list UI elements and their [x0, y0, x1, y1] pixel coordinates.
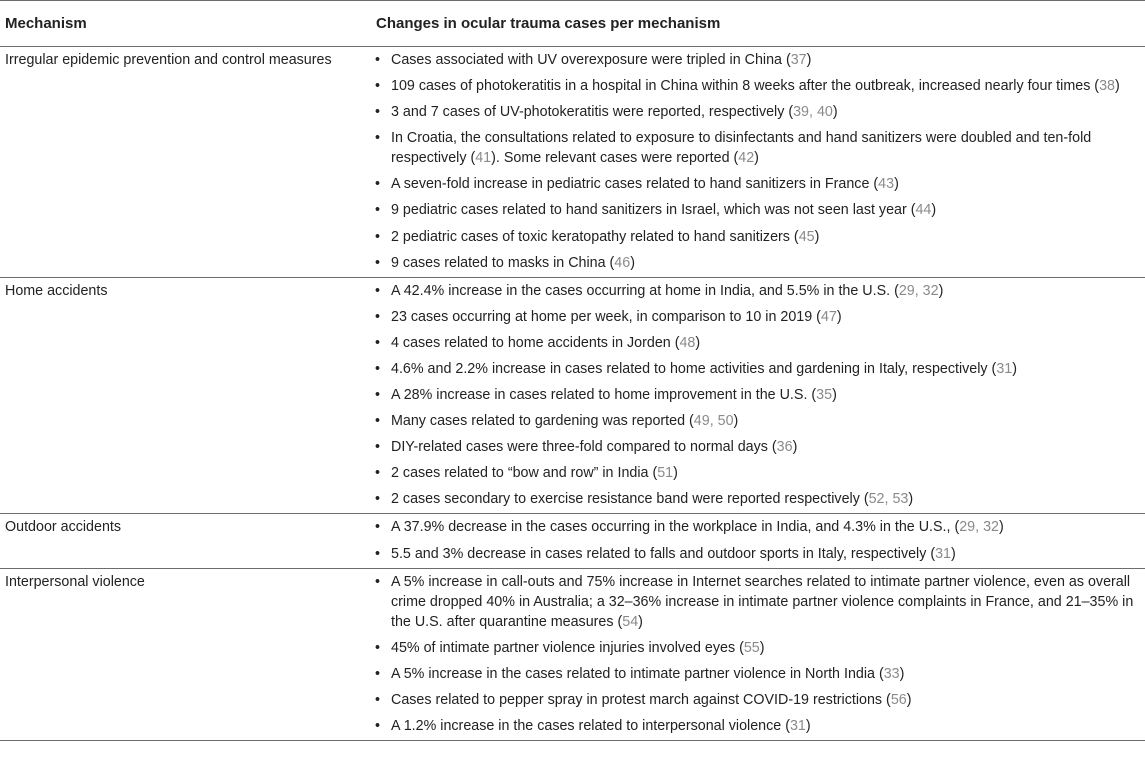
bullet-icon: •	[375, 491, 381, 508]
item-text: A 37.9% decrease in the cases occurring in the workplace in India, and 4.3% in the U.S., (	[391, 519, 960, 536]
item-text-tail: )	[832, 387, 837, 404]
reference-link[interactable]: 42	[738, 150, 755, 167]
table-row	[0, 277, 1145, 514]
item-text: Many cases related to gardening was reported (	[391, 413, 694, 430]
reference-link[interactable]: 31	[996, 360, 1013, 377]
item-text-tail: )	[951, 545, 956, 562]
list-item	[375, 307, 1145, 327]
item-text-tail: )	[998, 519, 1004, 536]
item-text: 23 cases occurring at home per week, in comparison to 10 in 2019 (	[391, 308, 821, 325]
item-text: A 1.2% increase in the cases related to interpersonal violence (	[391, 717, 790, 734]
item-text-tail: )	[1012, 360, 1017, 377]
bullet-icon: •	[375, 439, 381, 456]
bullet-icon: •	[375, 465, 381, 482]
item-text-tail: )	[1114, 78, 1120, 95]
bullet-icon: •	[375, 717, 381, 734]
list-item	[375, 572, 1145, 632]
item-text: 45% of intimate partner violence injuries involved eyes (	[391, 639, 744, 656]
item-text: 3 and 7 cases of UV-photokeratitis were reported, respectively (	[391, 104, 794, 121]
item-text-tail: ). Some relevant cases were reported (	[491, 150, 739, 167]
reference-link[interactable]: 31	[935, 545, 952, 562]
list-item	[375, 200, 1145, 220]
list-item	[375, 437, 1145, 457]
reference-link[interactable]: 43	[878, 176, 895, 193]
item-text-tail: )	[805, 717, 811, 734]
changes-list	[375, 569, 1145, 740]
bullet-icon: •	[375, 176, 381, 193]
list-item	[375, 385, 1145, 405]
mechanism-cell: Irregular epidemic prevention and control measures	[0, 47, 375, 278]
bullet-icon: •	[375, 202, 381, 219]
list-item	[375, 638, 1145, 658]
item-text: 2 cases secondary to exercise resistance band were reported respectively (	[391, 491, 869, 508]
item-text: In Croatia, the consultations related to exposure to disinfectants and hand sanitizers were doubled and ten-fold respectively (	[391, 130, 1092, 167]
item-text: 4 cases related to home accidents in Jorden (	[391, 334, 680, 351]
bullet-icon: •	[375, 254, 381, 271]
list-item	[375, 716, 1145, 736]
bullet-icon: •	[375, 130, 381, 147]
mechanism-cell: Home accidents	[0, 277, 375, 514]
table-header-row	[0, 1, 1145, 47]
item-text-tail: )	[931, 202, 937, 219]
item-text: 4.6% and 2.2% increase in cases related to home activities and gardening in Italy, respectively (	[391, 360, 997, 377]
list-item	[375, 102, 1145, 122]
bullet-icon: •	[375, 573, 381, 590]
changes-cell	[375, 47, 1145, 278]
bullet-icon: •	[375, 413, 381, 430]
bullet-icon: •	[375, 334, 381, 351]
list-item	[375, 174, 1145, 194]
item-text-tail: )	[754, 150, 759, 167]
bullet-icon: •	[375, 104, 381, 121]
reference-link[interactable]: 38	[1099, 78, 1115, 95]
list-item	[375, 76, 1145, 96]
table-row	[0, 514, 1145, 568]
list-item	[375, 489, 1145, 509]
item-text: 2 pediatric cases of toxic keratopathy related to hand sanitizers (	[391, 228, 799, 245]
item-text-tail: )	[814, 228, 820, 245]
bullet-icon: •	[375, 639, 381, 656]
item-text-tail: )	[938, 282, 944, 299]
item-text: 2 cases related to “bow and row” in India (	[391, 465, 658, 482]
item-text-tail: )	[695, 334, 701, 351]
header-mechanism: Mechanism	[0, 1, 375, 47]
list-item	[375, 517, 1145, 537]
reference-link[interactable]: 41	[475, 150, 492, 167]
item-text: 5.5 and 3% decrease in cases related to falls and outdoor sports in Italy, respectively (	[391, 545, 936, 562]
changes-cell	[375, 514, 1145, 568]
table-row	[0, 47, 1145, 278]
list-item	[375, 128, 1145, 168]
item-text-tail: )	[759, 639, 765, 656]
reference-link[interactable]: 51	[657, 465, 674, 482]
bullet-icon: •	[375, 665, 381, 682]
item-text-tail: )	[733, 413, 739, 430]
reference-link[interactable]: 44	[915, 202, 932, 219]
list-item	[375, 411, 1145, 431]
item-text: 109 cases of photokeratitis in a hospital in China within 8 weeks after the outbreak, increased nearly four times (	[391, 78, 1100, 95]
bullet-icon: •	[375, 78, 381, 95]
reference-link[interactable]: 31	[789, 717, 806, 734]
changes-cell	[375, 277, 1145, 514]
list-item	[375, 359, 1145, 379]
reference-link[interactable]: 33	[883, 665, 900, 682]
item-text: DIY-related cases were three-fold compared to normal days (	[391, 439, 777, 456]
bullet-icon: •	[375, 282, 381, 299]
reference-link[interactable]: 56	[890, 691, 907, 708]
table-body	[0, 47, 1145, 741]
item-text: Cases related to pepper spray in protest march against COVID-19 restrictions (	[391, 691, 891, 708]
item-text-tail: )	[792, 439, 798, 456]
reference-link[interactable]: 29, 32	[959, 519, 999, 536]
item-text: 9 cases related to masks in China (	[391, 254, 615, 271]
item-text-tail: )	[630, 254, 635, 271]
reference-link[interactable]: 45	[798, 228, 815, 245]
bullet-icon: •	[375, 545, 381, 562]
reference-link[interactable]: 52, 53	[868, 491, 909, 508]
reference-link[interactable]: 29, 32	[898, 282, 939, 299]
list-item	[375, 227, 1145, 247]
item-text: 9 pediatric cases related to hand sanitizers in Israel, which was not seen last year (	[391, 202, 916, 219]
header-changes: Changes in ocular trauma cases per mechanism	[375, 1, 1145, 47]
list-item	[375, 281, 1145, 301]
list-item	[375, 253, 1145, 273]
bullet-icon: •	[375, 228, 381, 245]
bullet-icon: •	[375, 308, 381, 325]
item-text: A 5% increase in call-outs and 75% increase in Internet searches related to intimate partner violence, even as overall crime dropped 40% in Australia; a 32–36% increase in intimate partner violence complaints in France, and 21–35% in the U.S. after quarantine measures (	[391, 573, 1134, 630]
list-item	[375, 664, 1145, 684]
changes-cell	[375, 568, 1145, 740]
list-item	[375, 50, 1145, 70]
reference-link[interactable]: 36	[776, 439, 793, 456]
list-item	[375, 690, 1145, 710]
item-text-tail: )	[638, 613, 643, 630]
list-item	[375, 463, 1145, 483]
table-row	[0, 568, 1145, 740]
bullet-icon: •	[375, 519, 381, 536]
reference-link[interactable]: 49, 50	[693, 413, 734, 430]
item-text: Cases associated with UV overexposure were tripled in China (	[391, 52, 791, 68]
list-item	[375, 333, 1145, 353]
reference-link[interactable]: 35	[816, 387, 833, 404]
changes-list	[375, 278, 1145, 514]
reference-link[interactable]: 39, 40	[793, 104, 833, 121]
item-text-tail: )	[899, 665, 905, 682]
list-item	[375, 544, 1145, 564]
item-text-tail: )	[673, 465, 678, 482]
item-text: A 42.4% increase in the cases occurring at home in India, and 5.5% in the U.S. (	[391, 282, 899, 299]
reference-link[interactable]: 37	[790, 52, 807, 68]
changes-list	[375, 47, 1145, 277]
reference-link[interactable]: 46	[614, 254, 631, 271]
item-text-tail: )	[836, 308, 842, 325]
item-text-tail: )	[806, 52, 812, 68]
bullet-icon: •	[375, 360, 381, 377]
bullet-icon: •	[375, 52, 381, 68]
reference-link[interactable]: 55	[743, 639, 760, 656]
mechanism-cell: Interpersonal violence	[0, 568, 375, 740]
reference-link[interactable]: 54	[622, 613, 639, 630]
item-text-tail: )	[908, 491, 914, 508]
bullet-icon: •	[375, 691, 381, 708]
item-text-tail: )	[894, 176, 899, 193]
reference-link[interactable]: 47	[820, 308, 837, 325]
item-text: A 5% increase in the cases related to intimate partner violence in North India (	[391, 665, 884, 682]
item-text-tail: )	[832, 104, 838, 121]
changes-list	[375, 514, 1145, 567]
mechanism-cell: Outdoor accidents	[0, 514, 375, 568]
item-text-tail: )	[906, 691, 912, 708]
bullet-icon: •	[375, 387, 381, 404]
item-text: A 28% increase in cases related to home improvement in the U.S. (	[391, 387, 817, 404]
item-text: A seven-fold increase in pediatric cases related to hand sanitizers in France (	[391, 176, 879, 193]
reference-link[interactable]: 48	[679, 334, 696, 351]
